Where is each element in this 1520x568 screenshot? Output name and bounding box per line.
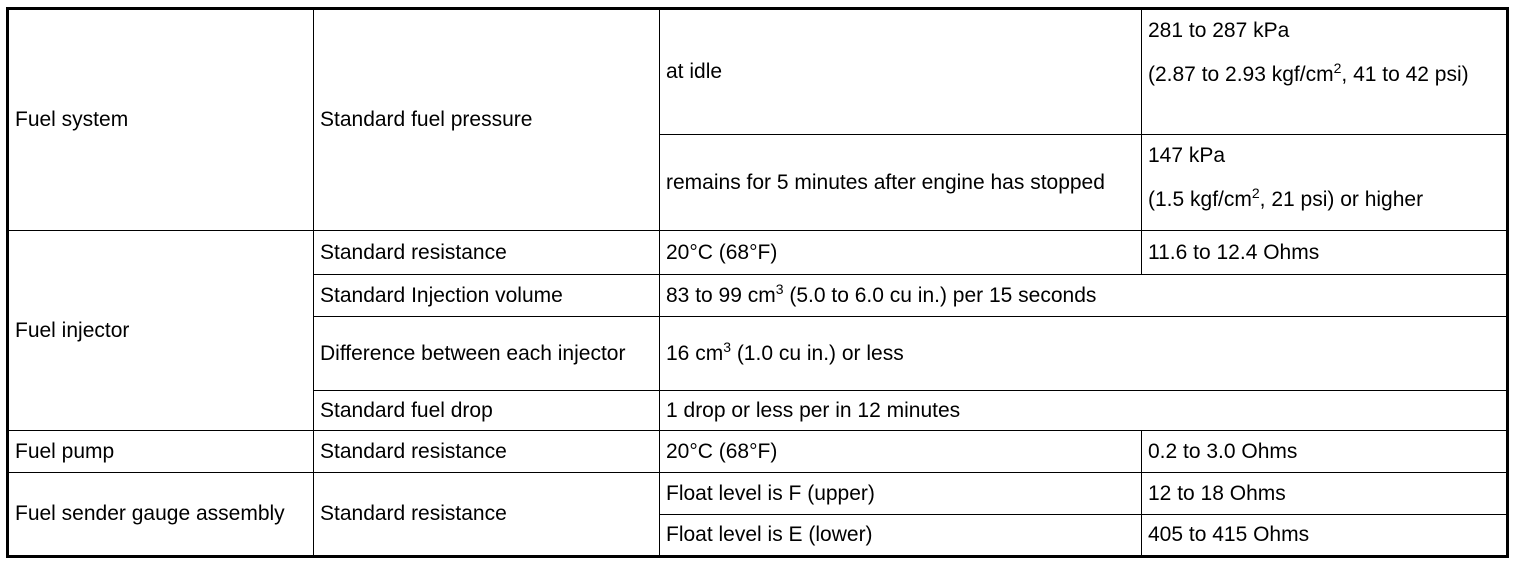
value-line bbox=[1148, 60, 1500, 90]
value-text: 1 drop or less per in 12 minutes bbox=[666, 398, 961, 422]
condition-label: remains for 5 minutes after engine has stopped bbox=[666, 170, 1105, 194]
value-text: 405 to 415 Ohms bbox=[1148, 523, 1310, 546]
value-cell bbox=[1142, 431, 1508, 473]
value-text: (5.0 to 6.0 cu in.) per 15 seconds bbox=[783, 283, 1097, 307]
component-label: Fuel system bbox=[15, 108, 129, 131]
table-row bbox=[8, 473, 1508, 515]
value-cell bbox=[1142, 515, 1508, 557]
value-text: , 41 to 42 psi) bbox=[1341, 63, 1469, 86]
item-cell bbox=[314, 431, 660, 473]
component-cell bbox=[8, 473, 314, 557]
component-label: Fuel injector bbox=[15, 318, 130, 342]
value-cell bbox=[1142, 135, 1508, 231]
component-label: Fuel pump bbox=[15, 439, 115, 463]
specification-table bbox=[6, 7, 1509, 558]
table-row bbox=[8, 431, 1508, 473]
condition-cell bbox=[660, 231, 1142, 275]
value-text: 11.6 to 12.4 Ohms bbox=[1148, 240, 1320, 264]
value-line bbox=[1148, 185, 1500, 215]
item-label: Standard resistance bbox=[320, 240, 507, 264]
item-label: Standard fuel pressure bbox=[320, 108, 533, 131]
value-text: , 21 psi) or higher bbox=[1259, 188, 1424, 211]
value-cell bbox=[660, 391, 1508, 431]
item-cell bbox=[314, 9, 660, 231]
condition-cell bbox=[660, 9, 1142, 135]
condition-label: 20°C (68°F) bbox=[666, 240, 778, 264]
condition-label: Float level is F (upper) bbox=[666, 481, 875, 505]
value-cell bbox=[660, 275, 1508, 317]
condition-label: Float level is E (lower) bbox=[666, 523, 873, 546]
value-line: 147 kPa bbox=[1148, 144, 1226, 167]
component-label: Fuel sender gauge assembly bbox=[15, 502, 285, 525]
superscript: 3 bbox=[723, 338, 731, 355]
value-text: (1.0 cu in.) or less bbox=[730, 341, 904, 365]
item-label: Standard Injection volume bbox=[320, 283, 563, 307]
value-text: 16 cm bbox=[666, 341, 724, 365]
item-label: Standard fuel drop bbox=[320, 398, 493, 422]
value-text: 12 to 18 Ohms bbox=[1148, 481, 1286, 505]
value-cell bbox=[1142, 231, 1508, 275]
condition-label: 20°C (68°F) bbox=[666, 439, 778, 463]
value-cell bbox=[1142, 9, 1508, 135]
superscript: 2 bbox=[1333, 60, 1342, 76]
component-cell bbox=[8, 9, 314, 231]
value-text: (1.5 kgf/cm bbox=[1148, 188, 1252, 211]
value-cell bbox=[660, 317, 1508, 391]
value-text: 83 to 99 cm bbox=[666, 283, 776, 307]
condition-cell bbox=[660, 431, 1142, 473]
item-cell bbox=[314, 473, 660, 557]
item-label: Standard resistance bbox=[320, 502, 507, 525]
value-line: 281 to 287 kPa bbox=[1148, 19, 1290, 42]
item-cell bbox=[314, 317, 660, 391]
item-label: Difference between each injector bbox=[320, 341, 626, 365]
condition-label: at idle bbox=[666, 60, 723, 83]
value-text: 0.2 to 3.0 Ohms bbox=[1148, 439, 1298, 463]
table-row bbox=[8, 231, 1508, 275]
value-cell bbox=[1142, 473, 1508, 515]
item-cell bbox=[314, 231, 660, 275]
component-cell bbox=[8, 431, 314, 473]
superscript: 3 bbox=[775, 280, 784, 297]
item-cell bbox=[314, 391, 660, 431]
condition-cell bbox=[660, 473, 1142, 515]
condition-cell bbox=[660, 135, 1142, 231]
component-cell bbox=[8, 231, 314, 431]
item-cell bbox=[314, 275, 660, 317]
condition-cell bbox=[660, 515, 1142, 557]
superscript: 2 bbox=[1251, 185, 1260, 201]
value-text: (2.87 to 2.93 kgf/cm bbox=[1148, 63, 1334, 86]
table-row bbox=[8, 9, 1508, 135]
item-label: Standard resistance bbox=[320, 439, 507, 463]
